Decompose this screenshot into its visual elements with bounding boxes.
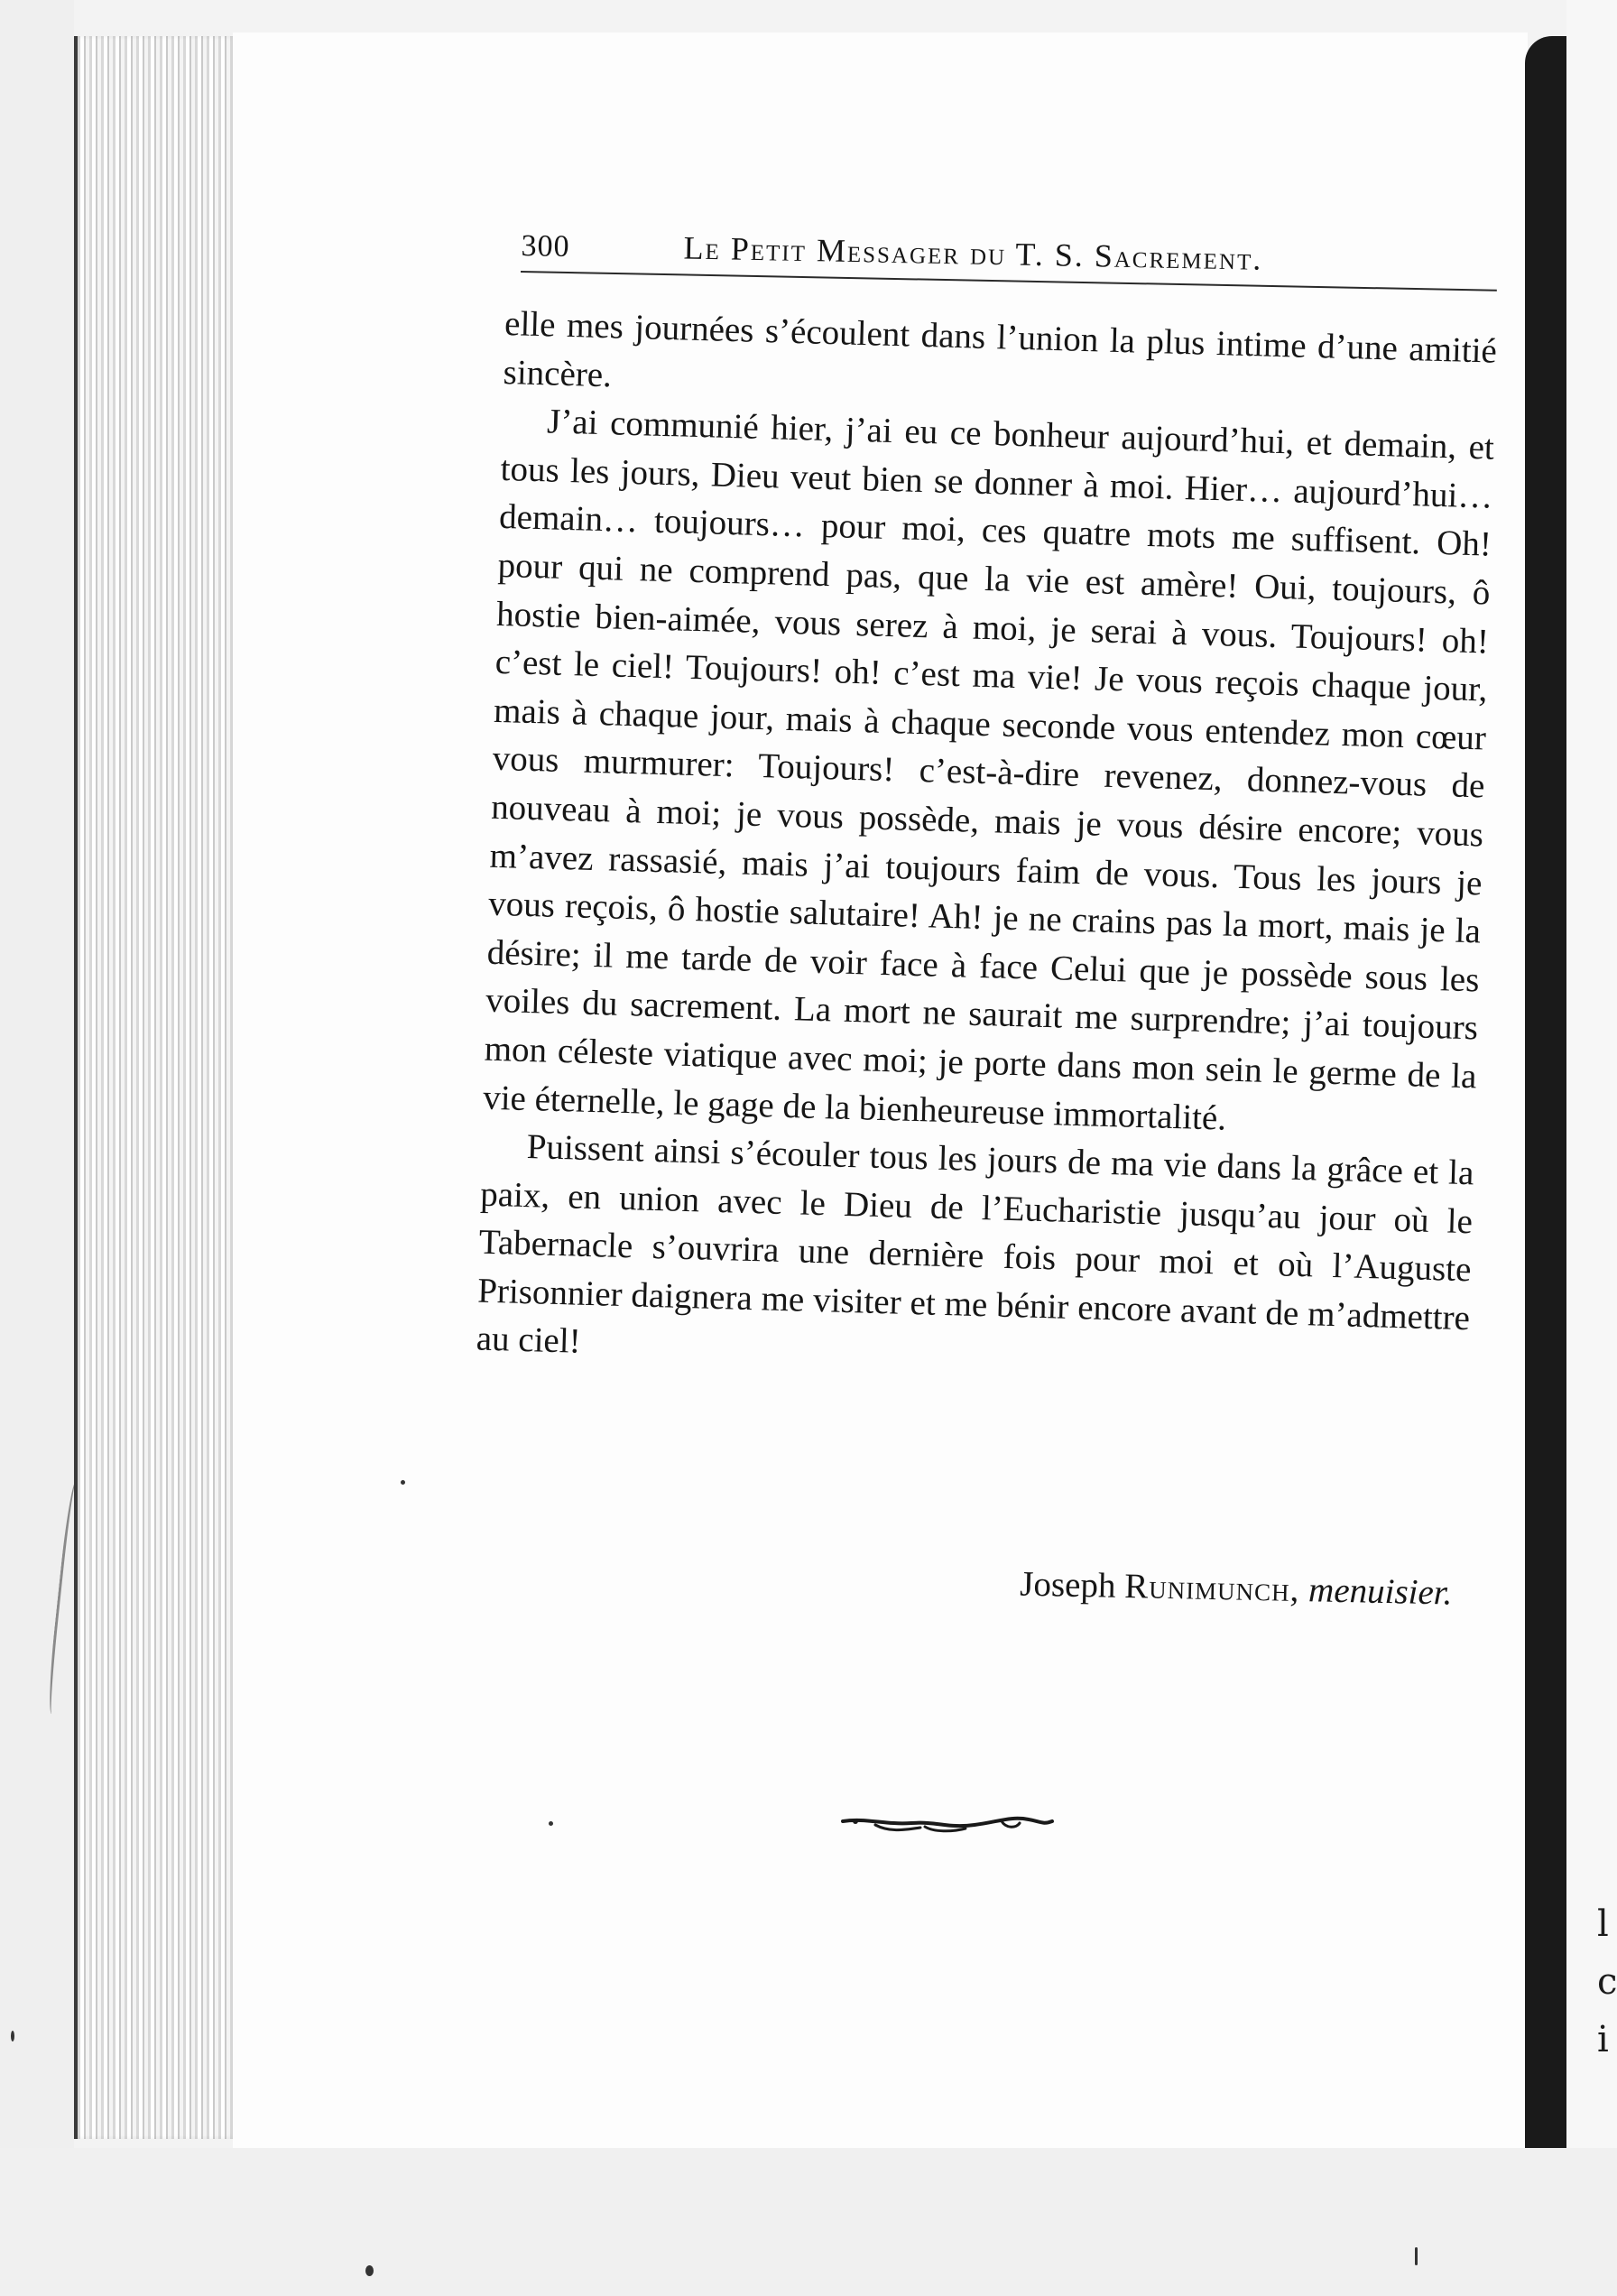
running-title: Le Petit Messager du T. S. Sacrement. [683,229,1263,277]
scan-background-bottom [0,2148,1617,2296]
decorative-flourish-icon [839,1805,1056,1841]
stacked-page-edges [74,36,240,2139]
page-number: 300 [521,228,570,264]
speck [11,2031,14,2041]
speck [1415,2247,1418,2265]
signature-last-name: Runimunch, [1123,1566,1300,1610]
speck [401,1480,405,1485]
paragraph: J’ai communié hier, j’ai eu ce bonheur aujourd’hui, et demain, et tous les jours, Dieu veut bien se donner à moi. Hier… aujourd’hui… demain… toujours… pour moi, ces quatre mots me suffisent. Oh! pour qui ne comprend pas, que la vie est amère! Oui, toujours, ô hostie bien-aimée, vous serez à moi, je serai à vous. Toujours! oh! c’est le ciel! Toujours! oh! c’est ma vie! Je vous reçois chaque jour, mais à chaque jour, mais à chaque seconde vous entendez mon cœur vous murmurer: Toujours! c’est-à-dire revenez, donnez-vous de nouveau à moi; je vous possède, mais je vous désire encore; vous m’avez rassasié, mais j’ai toujours faim de vous. Tous les jours je vous reçois, ô hostie salutaire! Ah! je ne crains pas la mort, mais je la désire; il me tarde de voir face à face Celui que je possède sous les voiles du sacrement. La mort ne saurait me surprendre; j’ai toujours mon céleste viatique avec moi; je porte dans mon sein le germe de la vie éternelle, le gage de la bienheureuse immortalité. [482,402,1495,1138]
facing-letter: c [1597,1961,1617,2003]
speck [365,2265,374,2276]
speck [549,1821,553,1826]
signature-first-name: Joseph [1019,1564,1116,1606]
signature-role: menuisier. [1307,1570,1453,1613]
paragraph-continuation: elle mes journées s’écoulent dans l’union la plus intime d’une amitié sincère. [503,303,1498,394]
facing-page-text [1597,1895,1617,2069]
paragraph: Puissent ainsi s’écouler tous les jours de ma vie dans la grâce et la paix, en union avec le Dieu de l’Eucharistie jusqu’au jour où le Tabernacle s’ouvrira une dernière fois pour moi et où l’Auguste Prisonnier daignera me visiter et me bénir encore avant de m’admettre au ciel! [476,1127,1474,1362]
body-text [476,300,1497,1391]
facing-letter: l [1597,1903,1609,1945]
book-binding-shadow [1525,36,1570,2238]
scan-background-left [0,0,74,2296]
facing-letter: i [1597,2019,1609,2060]
